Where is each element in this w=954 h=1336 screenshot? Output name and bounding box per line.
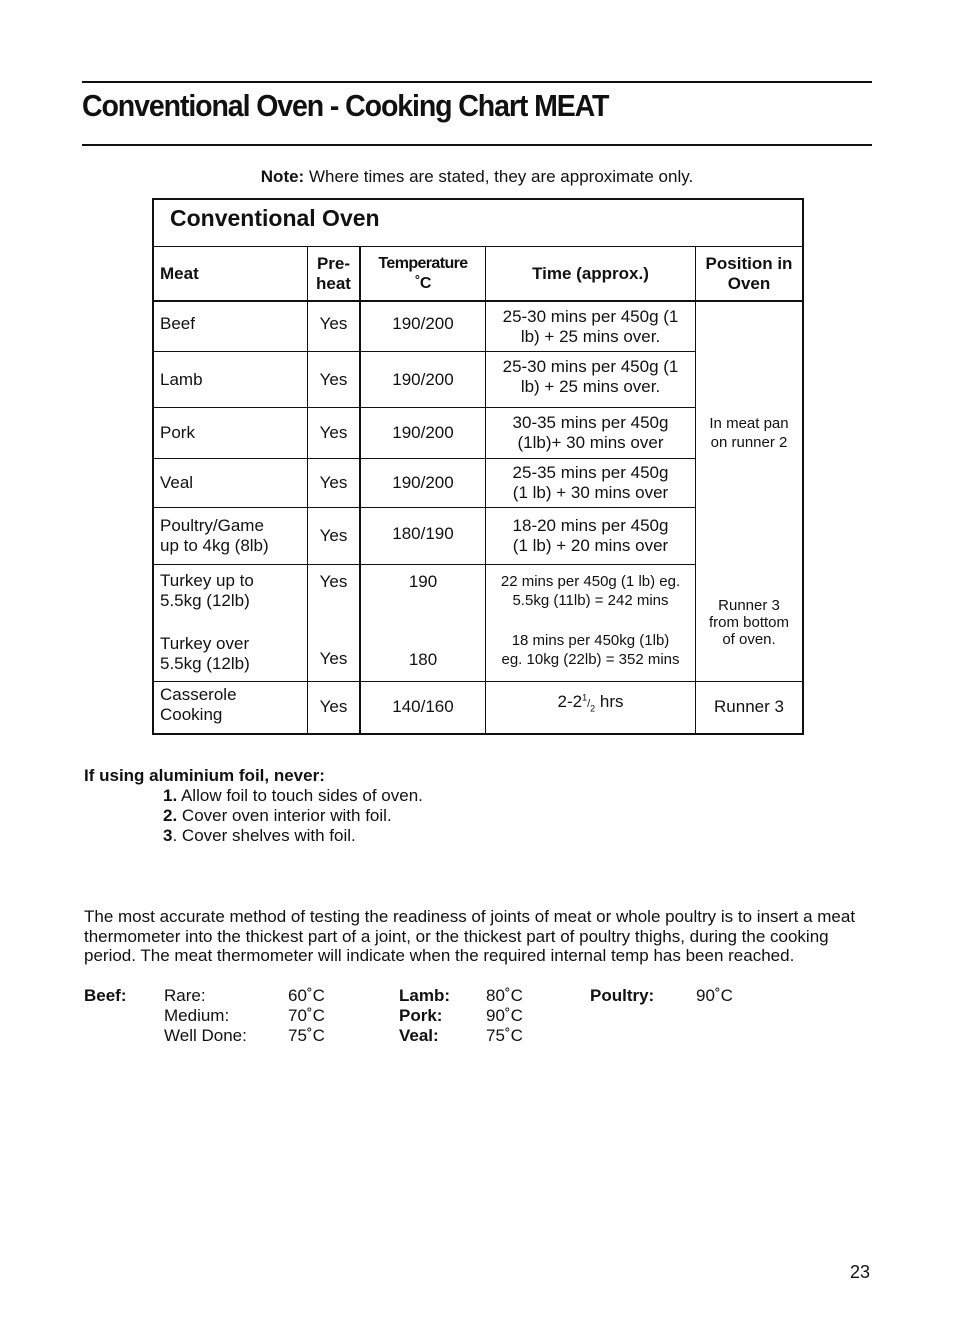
header-preheat [308, 247, 359, 301]
meat-label: Lamb: [399, 986, 450, 1005]
table-row-preheat: Yes [319, 572, 348, 591]
poultry-temp: 90˚C [696, 986, 733, 1005]
table-row-preheat: Yes [319, 313, 348, 333]
position-line1: Runner 3 [718, 597, 780, 614]
table-row-meat [160, 571, 254, 610]
meat-temp: 80˚C [486, 986, 523, 1005]
table-row-temp: 190/200 [392, 369, 454, 389]
header-position-line2: Oven [727, 274, 771, 293]
header-preheat-line1: Pre- [316, 254, 351, 273]
meat-label: Veal: [399, 1026, 439, 1045]
header-temperature-line2: ˚C [415, 275, 431, 292]
table-row-time [486, 631, 695, 669]
time-line2: 5.5kg (11lb) = 242 mins [512, 592, 669, 609]
list-item-number: 1. [163, 786, 178, 805]
meat-line1: Turkey over [160, 634, 250, 653]
table-row-temp: 190/200 [392, 423, 454, 442]
table-row-preheat: Yes [319, 369, 348, 389]
list-item-number: 2. [163, 806, 178, 825]
table-row-preheat: Yes [319, 473, 348, 492]
table-row-preheat: Yes [319, 697, 348, 716]
position-line2: from bottom [708, 614, 790, 631]
time-suffix: hrs [595, 692, 624, 711]
table-row-time [486, 302, 695, 351]
table-row-meat: Veal [160, 473, 194, 492]
meat-line1: Casserole [160, 685, 237, 704]
table-row-time [486, 508, 695, 564]
col-line [695, 247, 696, 733]
position-line3: of oven. [722, 631, 776, 648]
time-prefix: 2-2 [557, 692, 583, 711]
time-line2: (1lb)+ 30 mins over [517, 433, 664, 452]
note-text: Where times are stated, they are approximate only. [304, 167, 694, 186]
beef-temp: 60˚C [288, 986, 325, 1005]
thermometer-paragraph: The most accurate method of testing the readiness of joints of meat or whole poultry is to insert a meat thermometer into the thickest part of a joint, or the thickest part of poultry thighs, during the cooking period. The meat thermometer will indicate when the required internal temp has been reached. [84, 907, 856, 965]
time-line1: 25-30 mins per 450g (1 [502, 357, 679, 376]
time-line1: 18-20 mins per 450g [512, 516, 669, 535]
table-row-meat: Beef [160, 313, 195, 333]
time-line1: 25-35 mins per 450g [512, 463, 669, 482]
header-preheat-line2: heat [316, 274, 351, 293]
meat-line1: Turkey up to [160, 571, 254, 590]
list-item [163, 786, 423, 806]
header-position [696, 247, 802, 301]
time-line1: 30-35 mins per 450g [512, 413, 669, 432]
beef-temp: 75˚C [288, 1026, 325, 1045]
position-meat-pan [696, 414, 802, 452]
table-row-meat [160, 685, 237, 724]
table-row-meat: Pork [160, 423, 195, 442]
note [0, 167, 954, 187]
table-row-preheat: Yes [319, 526, 348, 545]
beef-level: Rare: [164, 986, 206, 1005]
list-item [163, 806, 392, 826]
time-line2: lb) + 25 mins over. [520, 377, 661, 396]
fraction-numerator: 1 [582, 692, 588, 703]
meat-line2: 5.5kg (12lb) [160, 653, 250, 673]
table-row-temp: 190/200 [392, 313, 454, 333]
beef-label: Beef: [84, 986, 127, 1005]
row-line [152, 564, 696, 565]
table-row-temp: 190/200 [392, 473, 454, 492]
header-temperature [361, 247, 485, 301]
time-line1: 22 mins per 450g (1 lb) eg. [500, 573, 681, 590]
header-temperature-line1: Temperature [378, 255, 468, 272]
list-item-text: Cover oven interior with foil. [177, 806, 392, 825]
meat-line2: Cooking [160, 704, 223, 724]
position-line1: In meat pan [709, 415, 789, 432]
time-line1: 25-30 mins per 450g (1 [502, 306, 679, 326]
top-rule [82, 81, 872, 83]
meat-line2: up to 4kg (8lb) [160, 536, 269, 555]
list-item-text: Allow foil to touch sides of oven. [177, 786, 423, 805]
beef-level: Medium: [164, 1006, 230, 1025]
note-label: Note: [260, 167, 305, 186]
table-row-preheat: Yes [319, 423, 348, 442]
table-row-temp: 140/160 [392, 697, 454, 716]
table-row-meat: Lamb [160, 369, 203, 389]
header-position-line1: Position in [705, 254, 793, 273]
time-line1: 18 mins per 450kg (1lb) [511, 632, 670, 649]
poultry-label: Poultry: [590, 986, 655, 1005]
table-row-time [486, 572, 695, 610]
meat-temp: 75˚C [486, 1026, 523, 1045]
position-casserole: Runner 3 [714, 697, 784, 716]
page-number: 23 [850, 1262, 871, 1282]
meat-line2: 5.5kg (12lb) [160, 590, 250, 610]
list-item-number: 3 [163, 826, 173, 845]
table-row-time [486, 352, 695, 402]
time-line2: lb) + 25 mins over. [520, 326, 661, 346]
time-line2: (1 lb) + 20 mins over [512, 536, 669, 555]
list-item [163, 826, 356, 846]
time-line2: (1 lb) + 30 mins over [512, 483, 669, 502]
meat-label: Pork: [399, 1006, 443, 1025]
time-line2: eg. 10kg (22lb) = 352 mins [501, 651, 680, 668]
table-row-meat [153, 508, 307, 564]
beef-temp: 70˚C [288, 1006, 325, 1025]
title-rule [82, 144, 872, 146]
table-row-temp: 190 [408, 572, 438, 591]
meat-temp: 90˚C [486, 1006, 523, 1025]
header-time: Time (approx.) [532, 264, 649, 283]
meat-line1: Poultry/Game [160, 516, 264, 535]
table-caption: Conventional Oven [170, 205, 380, 231]
page-title: Conventional Oven - Cooking Chart MEAT [82, 88, 609, 123]
foil-heading: If using aluminium foil, never: [84, 766, 325, 785]
list-item-text: . Cover shelves with foil. [172, 826, 356, 845]
position-turkey [696, 597, 802, 648]
table-row-temp: 180 [408, 650, 438, 669]
position-line2: on runner 2 [710, 434, 788, 451]
header-meat: Meat [160, 264, 199, 283]
table-row-meat [160, 634, 250, 673]
table-row-time [486, 408, 695, 458]
table-row-time: $2-2^1/_2$ hrs [557, 692, 624, 714]
fraction-denominator: 2 [590, 703, 596, 714]
beef-level: Well Done: [164, 1026, 247, 1045]
table-row-time [486, 459, 695, 507]
table-row-temp: 180/190 [392, 524, 454, 543]
table-row-preheat: Yes [319, 649, 348, 668]
